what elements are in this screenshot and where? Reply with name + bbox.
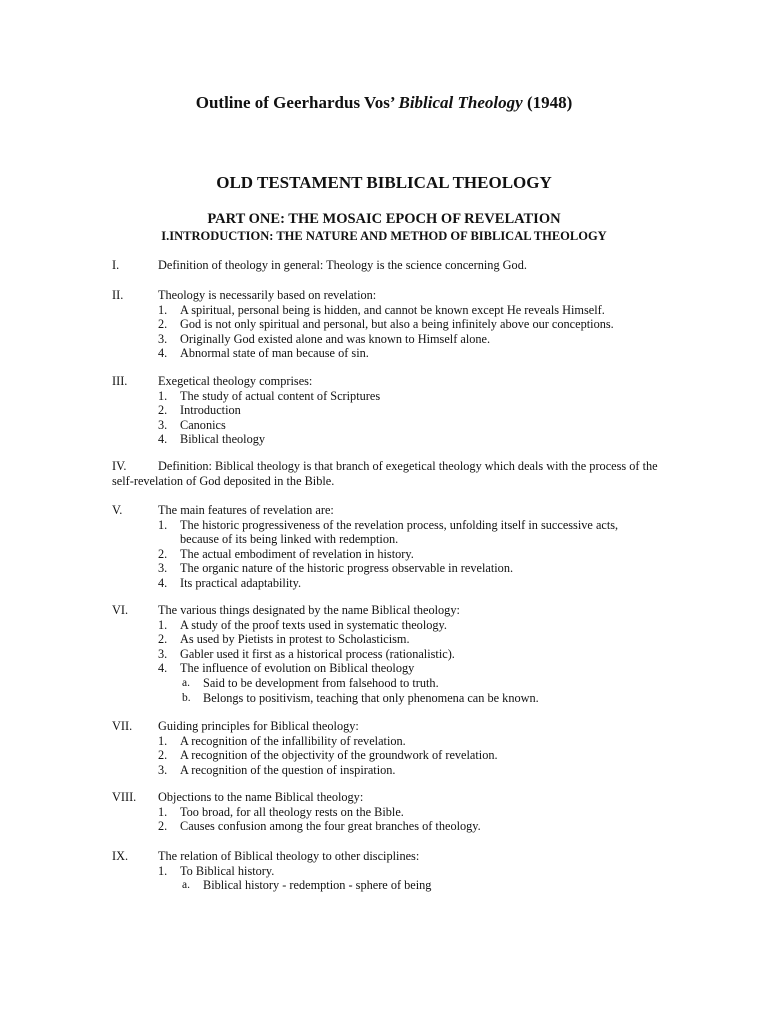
- list-item: [112, 332, 652, 347]
- item-text: Abnormal state of man because of sin.: [180, 346, 369, 361]
- sub-item: [112, 676, 652, 691]
- list-item: [112, 432, 652, 447]
- list-item: [112, 819, 652, 834]
- section-numeral: VII.: [112, 719, 133, 733]
- section-lead: Definition of theology in general: Theology is the science concerning God.: [158, 258, 527, 272]
- item-number: 1.: [158, 517, 168, 532]
- list-item: [112, 403, 652, 418]
- item-number: 4.: [158, 346, 168, 361]
- outline-section-1: [112, 258, 652, 273]
- title-italic-text: Biblical Theology: [398, 93, 523, 112]
- title-text: Outline of Geerhardus Vos’: [195, 93, 399, 112]
- item-number: 3.: [158, 561, 168, 576]
- item-text: The study of actual content of Scriptures: [180, 388, 381, 403]
- list-item: [112, 864, 652, 879]
- section-lead: The various things designated by the name Biblical theology:: [158, 603, 460, 617]
- item-number: 2.: [158, 403, 168, 418]
- item-number: 2.: [158, 748, 168, 763]
- outline-section-7: [112, 719, 652, 777]
- item-number: 1.: [158, 302, 168, 317]
- sub-item: [112, 691, 652, 706]
- item-text: Introduction: [180, 403, 241, 418]
- section-numeral: VI.: [112, 603, 129, 617]
- list-item: [112, 317, 652, 332]
- item-text: Its practical adaptability.: [180, 575, 302, 590]
- list-item: [112, 547, 652, 562]
- item-number: 1.: [158, 733, 168, 748]
- list-item: [112, 576, 652, 591]
- section-lead: The relation of Biblical theology to other disciplines:: [158, 849, 420, 863]
- item-number: 1.: [158, 804, 168, 819]
- section-paragraph: [112, 459, 660, 488]
- item-text: Originally God existed alone and was known to Himself alone.: [180, 331, 491, 346]
- item-text: A recognition of the infallibility of revelation.: [180, 733, 406, 748]
- outline-section-3: [112, 374, 652, 447]
- list-item: [112, 561, 652, 576]
- section-numeral: IX.: [112, 849, 129, 863]
- item-number: 1.: [158, 617, 168, 632]
- item-text: To Biblical history.: [180, 863, 275, 878]
- outline-section-5: [112, 503, 652, 591]
- section-lead: Exegetical theology comprises:: [158, 374, 313, 388]
- item-number: 2.: [158, 546, 168, 561]
- item-text: Canonics: [180, 417, 226, 432]
- list-item: [112, 389, 652, 404]
- item-number: 4.: [158, 432, 168, 447]
- item-text: The historic progressiveness of the revelation process, unfolding itself in successive acts, because of its being linked with redemption.: [180, 517, 619, 547]
- item-number: 1.: [158, 863, 168, 878]
- list-item: [112, 346, 652, 361]
- section-lead: Objections to the name Biblical theology:: [158, 790, 364, 804]
- item-text: The actual embodiment of revelation in history.: [180, 546, 414, 561]
- item-text: A study of the proof texts used in systematic theology.: [180, 617, 447, 632]
- item-text: A recognition of the question of inspiration.: [180, 762, 396, 777]
- item-number: 3.: [158, 417, 168, 432]
- outline-section-9: [112, 849, 652, 893]
- title-year: (1948): [522, 93, 573, 112]
- list-item: [112, 632, 652, 647]
- sub-item-letter: a.: [182, 879, 190, 892]
- item-text: The influence of evolution on Biblical theology: [180, 661, 415, 676]
- sub-item-letter: a.: [182, 676, 190, 689]
- item-number: 4.: [158, 661, 168, 676]
- section-numeral: III.: [112, 374, 128, 388]
- list-item: [112, 805, 652, 820]
- sub-item-text: Said to be development from falsehood to truth.: [203, 675, 439, 690]
- section-paragraph-text: Definition: Biblical theology is that branch of exegetical theology which deals with the process of the self-revelation of God deposited in the Bible.: [112, 459, 658, 488]
- section-numeral: V.: [112, 503, 123, 517]
- list-item: [112, 647, 652, 662]
- item-number: 2.: [158, 819, 168, 834]
- section-numeral: IV.: [112, 459, 127, 473]
- list-item: [112, 618, 652, 633]
- list-item: [112, 518, 652, 547]
- item-text: Gabler used it first as a historical process (rationalistic).: [180, 646, 455, 661]
- section-lead: The main features of revelation are:: [158, 503, 334, 517]
- sub-item-text: Belongs to positivism, teaching that only phenomena can be known.: [203, 690, 539, 705]
- outline-section-8: [112, 790, 652, 834]
- heading-intro: I.INTRODUCTION: THE NATURE AND METHOD OF BIBLICAL THEOLOGY: [161, 229, 607, 243]
- list-item: [112, 661, 652, 676]
- item-text: The organic nature of the historic progress observable in revelation.: [180, 561, 514, 576]
- item-text: Too broad, for all theology rests on the Bible.: [180, 804, 404, 819]
- list-item: [112, 748, 652, 763]
- item-number: 2.: [158, 632, 168, 647]
- list-item: [112, 418, 652, 433]
- item-text: A spiritual, personal being is hidden, and cannot be known except He reveals Himself.: [180, 302, 605, 317]
- item-text: A recognition of the objectivity of the groundwork of revelation.: [180, 748, 498, 763]
- heading-main: OLD TESTAMENT BIBLICAL THEOLOGY: [216, 173, 552, 192]
- list-item: [112, 734, 652, 749]
- sub-item-letter: b.: [182, 691, 191, 704]
- outline-section-4: [112, 459, 660, 488]
- item-number: 2.: [158, 317, 168, 332]
- item-number: 1.: [158, 388, 168, 403]
- sub-item: [112, 878, 652, 893]
- item-text: Causes confusion among the four great branches of theology.: [180, 819, 481, 834]
- list-item: [112, 303, 652, 318]
- sub-item-text: Biblical history - redemption - sphere of being: [203, 878, 432, 893]
- outline-section-6: [112, 603, 652, 705]
- section-lead: Theology is necessarily based on revelation:: [158, 288, 377, 302]
- item-text: God is not only spiritual and personal, but also a being infinitely above our conceptions.: [180, 317, 614, 332]
- item-number: 3.: [158, 646, 168, 661]
- section-lead: Guiding principles for Biblical theology:: [158, 719, 359, 733]
- document-title: [0, 93, 768, 113]
- item-number: 3.: [158, 331, 168, 346]
- heading-part: PART ONE: THE MOSAIC EPOCH OF REVELATION: [207, 211, 561, 227]
- section-numeral: VIII.: [112, 790, 137, 804]
- list-item: [112, 763, 652, 778]
- item-text: Biblical theology: [180, 432, 266, 447]
- item-number: 3.: [158, 762, 168, 777]
- item-text: As used by Pietists in protest to Scholasticism.: [180, 632, 410, 647]
- outline-section-2: [112, 288, 652, 361]
- item-number: 4.: [158, 575, 168, 590]
- section-numeral: I.: [112, 258, 120, 272]
- section-numeral: II.: [112, 288, 124, 302]
